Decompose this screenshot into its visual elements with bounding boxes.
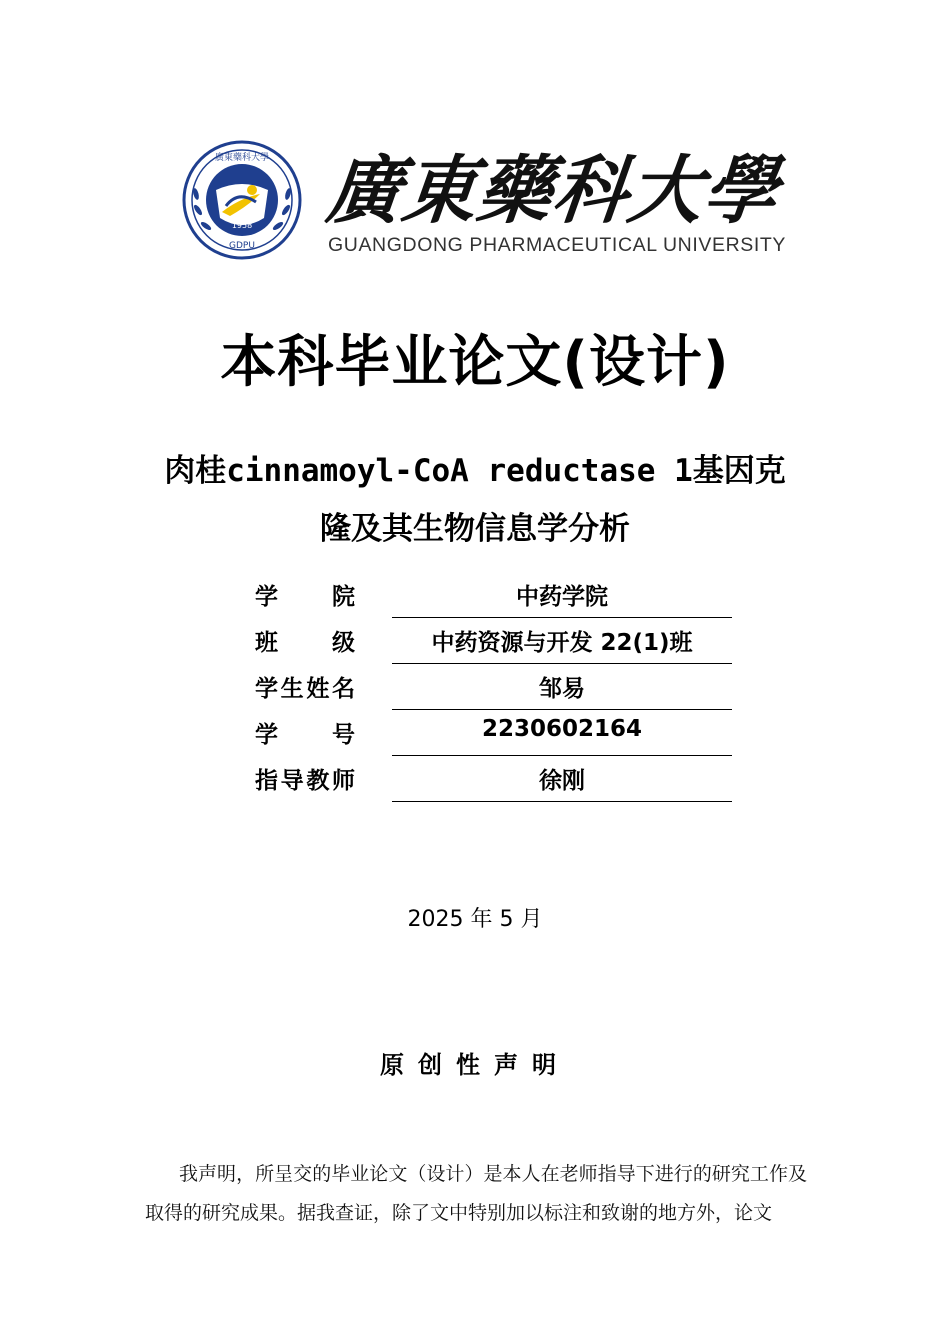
university-name-char: 藥 <box>473 148 557 234</box>
info-label <box>255 624 355 657</box>
info-label-char: 教 <box>306 768 330 794</box>
thesis-title-gene-name: cinnamoyl-CoA reductase 1 <box>226 453 693 489</box>
info-label-char: 院 <box>332 584 355 610</box>
university-logo <box>182 138 786 263</box>
info-label-char: 号 <box>332 722 355 748</box>
info-value: 邹易 <box>539 676 585 702</box>
info-label-char: 学 <box>255 722 278 748</box>
university-name-en: GUANGDONG PHARMACEUTICAL UNIVERSITY <box>328 234 786 256</box>
info-label-char: 学 <box>255 676 278 702</box>
info-value: 中药学院 <box>516 584 608 610</box>
info-label-char: 班 <box>255 630 278 656</box>
seal-top-text: 廣東藥科大學 <box>214 153 270 163</box>
info-label <box>255 716 355 749</box>
info-label-char: 导 <box>280 768 304 794</box>
university-name-char: 廣 <box>322 148 406 234</box>
info-underline <box>392 801 732 802</box>
seal-year: 1958 <box>231 221 253 230</box>
info-label-char: 师 <box>331 768 355 794</box>
info-row <box>255 664 732 710</box>
thesis-title-suffix: 基因克 <box>692 453 786 489</box>
info-row <box>255 710 732 756</box>
thesis-title-prefix: 肉桂 <box>164 453 227 489</box>
info-label-char: 名 <box>331 676 355 702</box>
info-row <box>255 756 732 802</box>
university-name-char: 東 <box>398 148 482 234</box>
info-label <box>255 578 355 611</box>
info-label-char: 生 <box>280 676 304 702</box>
document-type-title: 本科毕业论文(设计) <box>220 330 730 395</box>
info-value: 徐刚 <box>539 768 585 794</box>
info-label-char: 姓 <box>306 676 330 702</box>
university-name-cn <box>322 140 782 234</box>
declaration-body: 我声明，所呈交的毕业论文（设计）是本人在老师指导下进行的研究工作及取得的研究成果。据我查证，除了文中特别加以标注和致谢的地方外，论文 <box>145 1163 807 1224</box>
thesis-title <box>0 442 950 558</box>
declaration-heading: 原创性声明 <box>380 1051 570 1079</box>
info-value: 中药资源与开发 22(1)班 <box>431 630 693 656</box>
info-label-char: 学 <box>255 584 278 610</box>
university-name-char: 學 <box>698 148 782 234</box>
thesis-title-line-1 <box>0 442 950 500</box>
student-info-table <box>255 572 732 802</box>
university-name-char: 科 <box>548 148 632 234</box>
info-value: 2230602164 <box>481 716 643 742</box>
info-label-char: 级 <box>332 630 355 656</box>
university-name-char: 大 <box>623 148 707 234</box>
submission-date: 2025 年 5 月 <box>407 907 543 932</box>
info-label <box>255 670 355 703</box>
info-label-char: 指 <box>255 768 278 794</box>
info-row <box>255 618 732 664</box>
university-seal-icon <box>182 140 302 260</box>
thesis-title-line-2: 隆及其生物信息学分析 <box>320 511 630 547</box>
seal-abbr: GDPU <box>229 241 255 251</box>
info-row <box>255 572 732 618</box>
info-label <box>255 762 355 795</box>
